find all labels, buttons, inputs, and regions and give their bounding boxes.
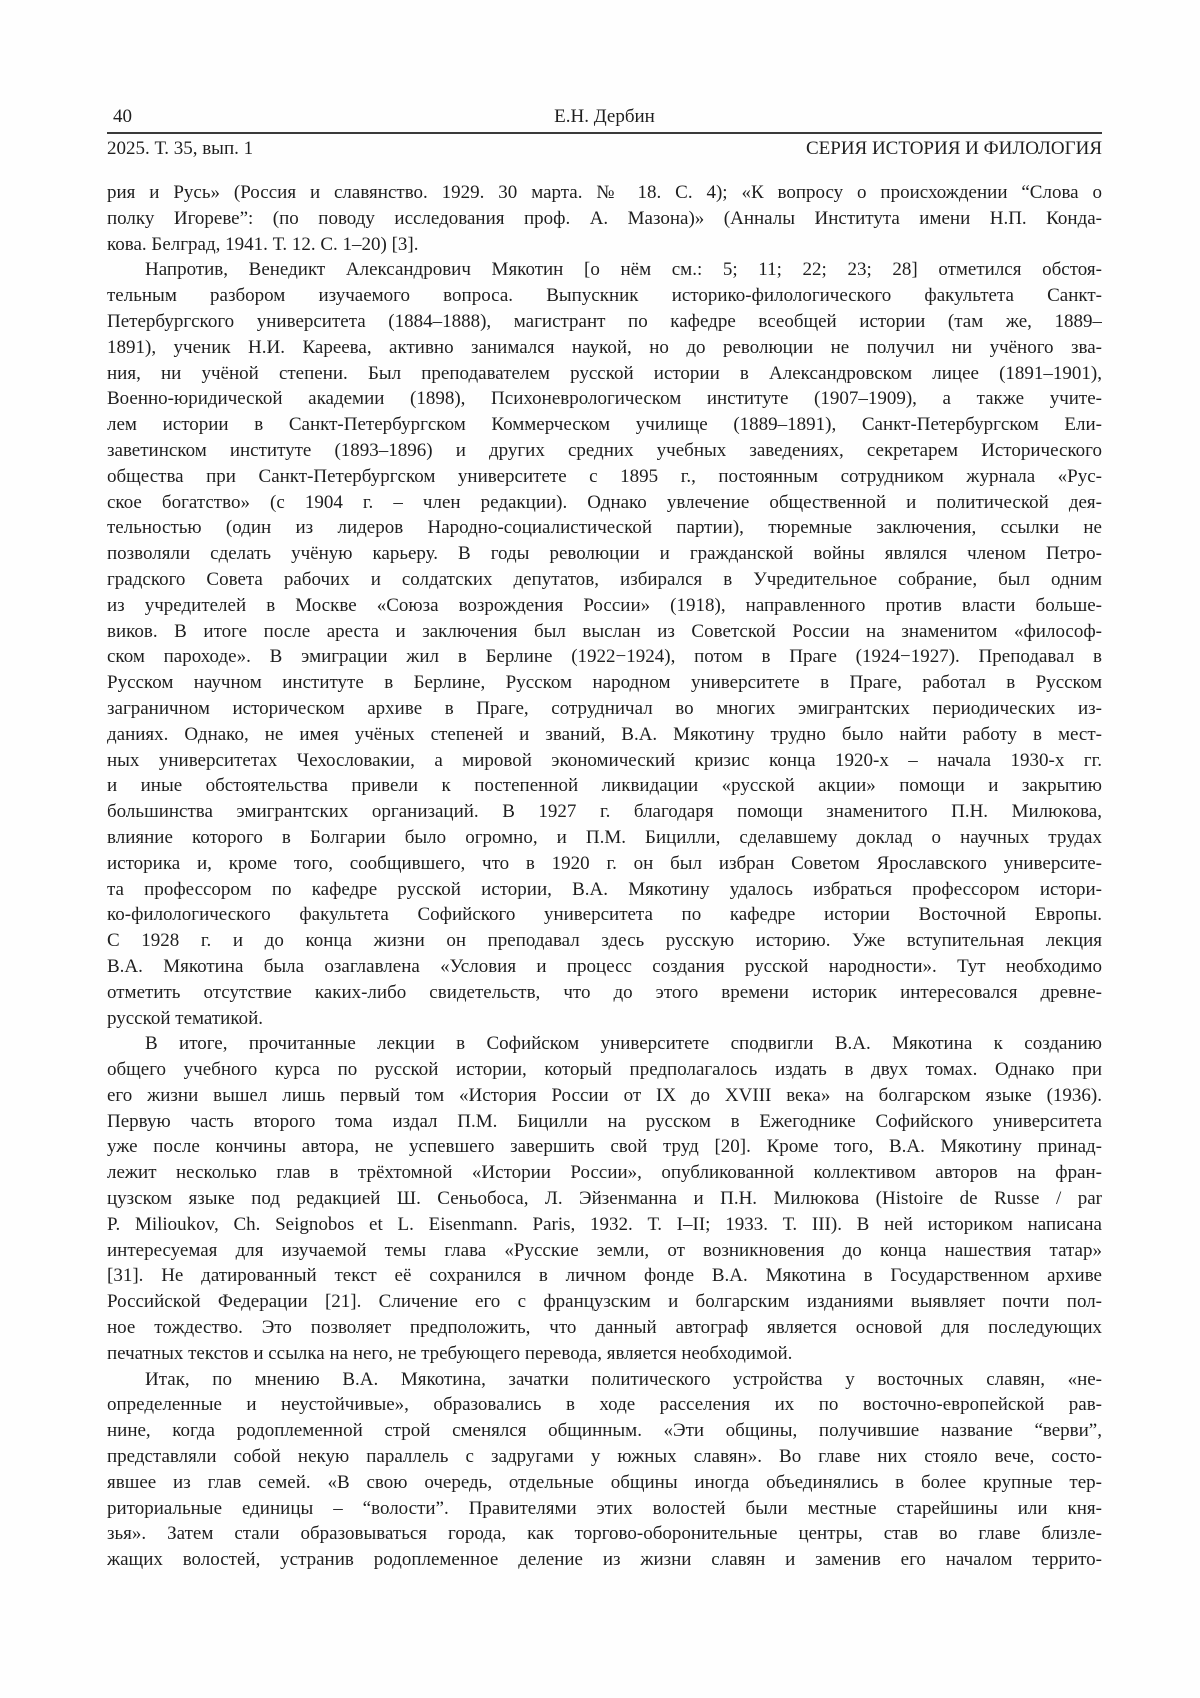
text-line: уже после кончины автора, не успевшего завершить свой труд [20]. Кроме того, В.А. Мякотину принад- [107,1136,1102,1158]
text-column [107,0,1102,1573]
text-line: Российской Федерации [21]. Сличение его с французским и болгарским изданиями выявляет почти пол- [107,1291,1102,1313]
text-line: общества при Санкт-Петербургском университете с 1895 г., постоянным сотрудником журнала «Рус- [107,465,1102,487]
text-line: историка и, кроме того, сообщившего, что в 1920 г. он был избран Советом Ярославского университе- [107,852,1102,874]
text-line: явшее из глав семей. «В свою очередь, отдельные общины иногда объединялись в более крупные тер- [107,1471,1102,1493]
journal-issue: 2025. Т. 35, вып. 1 [107,138,254,159]
page-number: 40 [113,106,132,127]
text-line: С 1928 г. и до конца жизни он преподавал здесь русскую историю. Уже вступительная лекция [107,930,1102,952]
text-line: тельностью (один из лидеров Народно-социалистической партии), тюремные заключения, ссылки не [107,517,1102,539]
text-line: ко-филологического факультета Софийского университета по кафедре истории Восточной Европы. [107,904,1102,926]
text-line: тельным разбором изучаемого вопроса. Выпускник историко-филологического факультета Санкт- [107,285,1102,307]
running-head-author: Е.Н. Дербин [554,106,655,127]
text-line: ных университетах Чехословакии, а мировой экономический кризис конца 1920-х – начала 1930-х гг. [107,749,1102,771]
running-head-row-1 [107,104,1102,130]
text-line: Первую часть второго тома издал П.М. Бицилли на русском в Ежегоднике Софийского университета [107,1110,1102,1132]
text-line: В.А. Мякотина была озаглавлена «Условия и процесс создания русской народности». Тут необходимо [107,955,1102,977]
text-line: ния, ни учёной степени. Был преподавателем русской истории в Александровском лицее (1891–1901), [107,362,1102,384]
text-line: рия и Русь» (Россия и славянство. 1929. 30 марта. № 18. С. 4); «К вопросу о происхождении “Слова о [107,182,1102,203]
text-line: большинства эмигрантских организаций. В 1927 г. благодаря помощи знаменитого П.Н. Милюкова, [107,801,1102,823]
text-line: Военно-юридической академии (1898), Психоневрологическом институте (1907–1909), а также учите- [107,388,1102,410]
text-line: Русском научном институте в Берлине, Русском народном университете в Праге, работал в Русском [107,672,1102,694]
running-head [107,0,1102,162]
text-line: лежит несколько глав в трёхтомной «Истории России», опубликованной коллективом авторов на фран- [107,1162,1102,1184]
text-line: полку Игореве”: (по поводу исследования проф. А. Мазона)» (Анналы Института имени Н.П. Конда- [107,207,1102,229]
text-line: из учредителей в Москве «Союза возрождения России» (1918), направленного против власти больше- [107,594,1102,616]
text-line: русской тематикой. [107,1007,264,1029]
text-line: заветинском институте (1893–1896) и других средних учебных заведениях, секретарем Исторического [107,439,1102,461]
text-line: [31]. Не датированный текст её сохранился в личном фонде В.А. Мякотина в Государственном архиве [107,1265,1102,1287]
paragraph [107,1031,1102,1366]
text-line: даниях. Однако, не имея учёных степеней и званий, В.А. Мякотину трудно было найти работу в мест- [107,723,1102,745]
text-line: интересуемая для изучаемой темы глава «Русские земли, от возникновения до конца нашествия татар» [107,1239,1102,1261]
text-line: позволяли сделать учёную карьеру. В годы революции и гражданской войны являлся членом Петро- [107,543,1102,565]
text-line: ское богатство» (с 1904 г. – член редакции). Однако увлечение общественной и политической дея- [107,491,1102,513]
paragraph [107,257,1102,1031]
text-line: ное тождество. Это позволяет предположить, что данный автограф является основой для последующих [107,1317,1102,1339]
text-line: градского Совета рабочих и солдатских депутатов, избирался в Учредительное собрание, был одним [107,568,1102,590]
text-line: Итак, по мнению В.А. Мякотина, зачатки политического устройства у восточных славян, «не- [145,1368,1102,1390]
paragraph [107,180,1102,257]
document-body [107,180,1102,1573]
text-line: и иные обстоятельства привели к постепенной ликвидации «русской акции» помощи и закрытию [107,775,1102,797]
text-line: зья». Затем стали образовываться города, как торгово-оборонительные центры, став во главе близле- [107,1523,1102,1545]
running-head-row-2 [107,134,1102,162]
text-line: В итоге, прочитанные лекции в Софийском университете сподвигли В.А. Мякотина к созданию [145,1033,1102,1055]
paragraph [107,1367,1102,1573]
text-line: Петербургского университета (1884–1888), магистрант по кафедре всеобщей истории (там же, 1889– [107,310,1102,332]
text-line: риториальные единицы – “волости”. Правителями этих волостей были местные старейшины или кня- [107,1497,1102,1519]
text-line: влияние которого в Болгарии было огромно, и П.М. Бицилли, сделавшему доклад о научных трудах [107,826,1102,848]
text-line: отметить отсутствие каких-либо свидетельств, что до этого времени историк интересовался древне- [107,981,1102,1003]
text-line: 1891), ученик Н.И. Кареева, активно занимался наукой, но до революции не получил ни учёного зва- [107,336,1102,358]
text-line: та профессором по кафедре русской истории, В.А. Мякотину удалось избраться профессором истори- [107,878,1102,900]
text-line: P. Milioukov, Ch. Seignobos et L. Eisenmann. Paris, 1932. Т. I–II; 1933. Т. III). В ней историком написана [107,1213,1102,1235]
text-line: лем истории в Санкт-Петербургском Коммерческом училище (1889–1891), Санкт-Петербургском Ели- [107,414,1102,436]
text-line: его жизни вышел лишь первый том «История России от IX до XVIII века» на болгарском языке (1936). [107,1084,1102,1106]
text-line: кова. Белград, 1941. Т. 12. С. 1–20) [3]. [107,233,419,255]
text-line: печатных текстов и ссылка на него, не требующего перевода, является необходимой. [107,1342,793,1364]
text-line: представляли собой некую параллель с задругами у южных славян». Во главе них стояло вече, состо- [107,1446,1102,1468]
text-line: ском пароходе». В эмиграции жил в Берлине (1922−1924), потом в Праге (1924−1927). Преподавал в [107,646,1102,668]
text-line: жащих волостей, устранив родоплеменное деление из жизни славян и заменив его началом террито- [107,1549,1102,1571]
text-line: заграничном историческом архиве в Праге, сотрудничал во многих эмигрантских периодических из- [107,697,1102,719]
text-line: определенные и неустойчивые», образовались в ходе расселения их по восточно-европейской рав- [107,1394,1102,1416]
text-line: общего учебного курса по русской истории, который предполагалось издать в двух томах. Однако при [107,1059,1102,1081]
text-line: Напротив, Венедикт Александрович Мякотин [о нём см.: 5; 11; 22; 23; 28] отметился обстоя- [145,259,1102,281]
text-line: виков. В итоге после ареста и заключения был выслан из Советской России на знаменитом «философ- [107,620,1102,642]
journal-series: СЕРИЯ ИСТОРИЯ И ФИЛОЛОГИЯ [805,138,1102,159]
text-line: цузском языке под редакцией Ш. Сеньобоса, Л. Эйзенманна и П.Н. Милюкова (Histoire de Russe / par [107,1188,1102,1210]
text-line: нине, когда родоплеменной строй сменялся общинным. «Эти общины, получившие название “верви”, [107,1420,1102,1442]
